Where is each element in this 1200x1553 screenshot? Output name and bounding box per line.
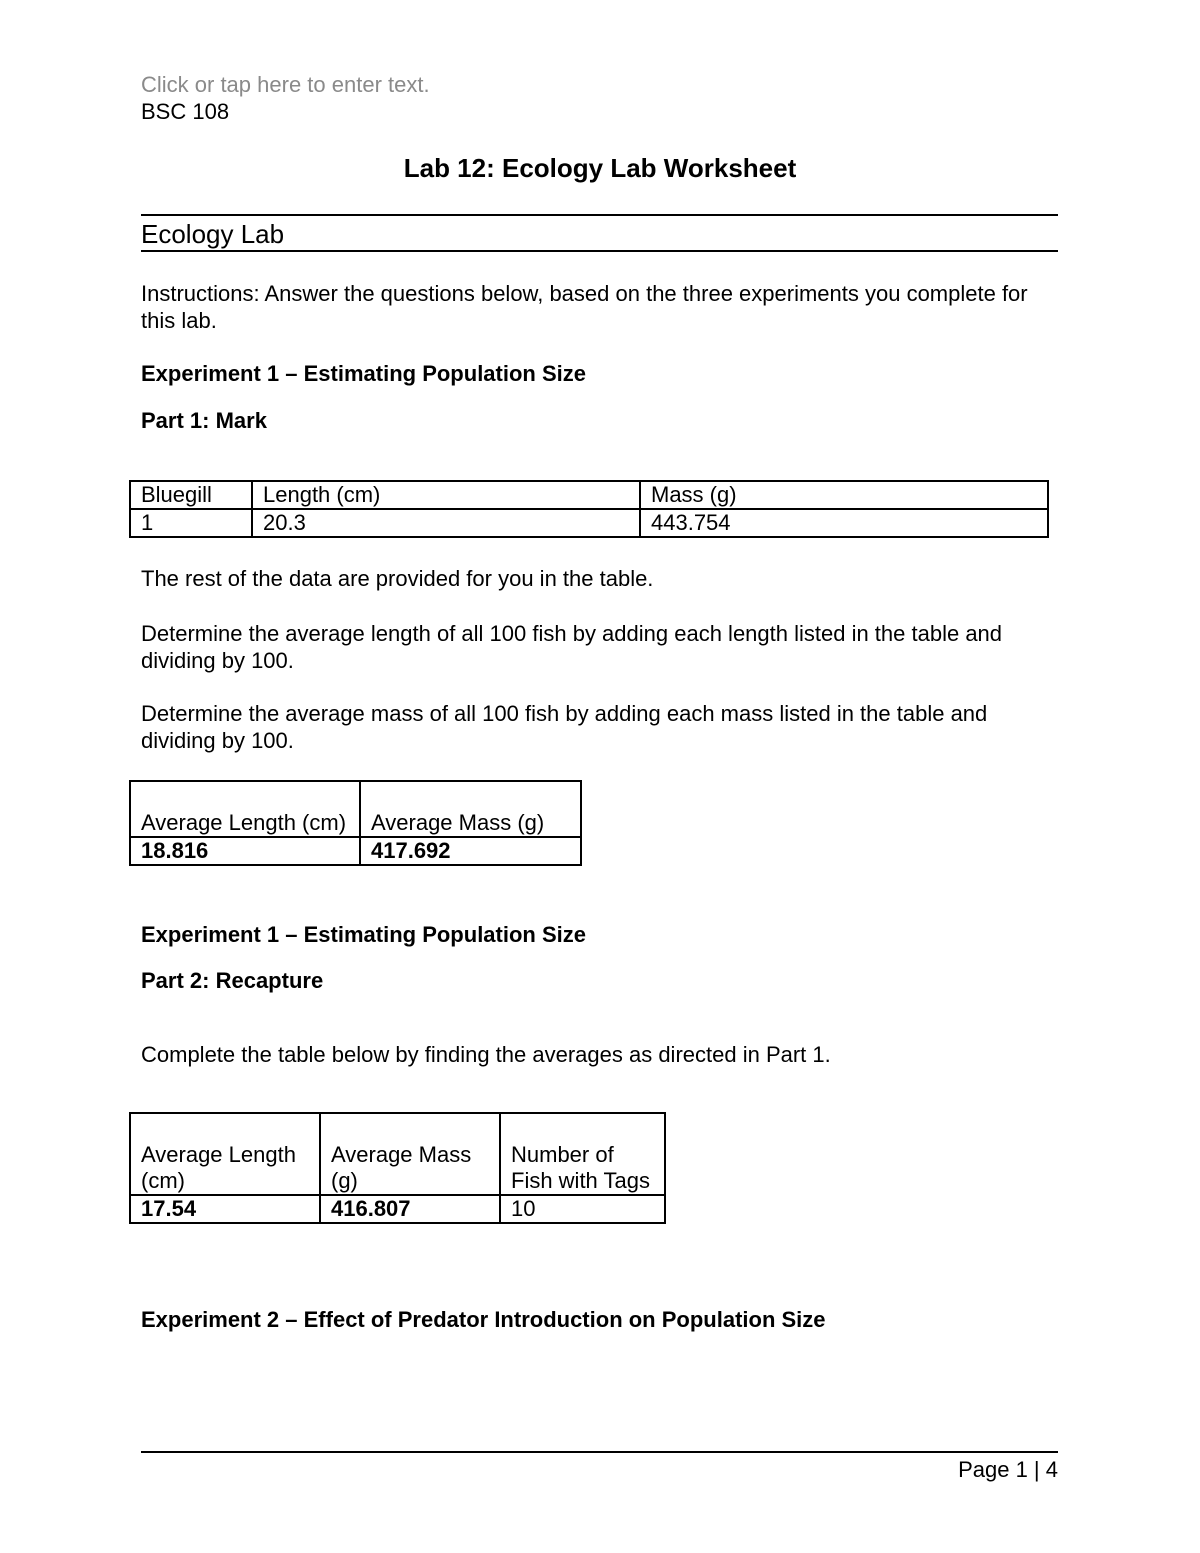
table-cell: 443.754 xyxy=(640,509,1048,537)
instr-average-length: Determine the average length of all 100 fish by adding each length listed in the table and dividing by 100. xyxy=(141,621,1003,673)
course-code: BSC 108 xyxy=(141,99,230,124)
table-cell: 10 xyxy=(500,1195,665,1223)
page-title: Lab 12: Ecology Lab Worksheet xyxy=(403,153,797,183)
exp1-part2-heading: Part 2: Recapture xyxy=(141,968,324,993)
table-cell: 416.807 xyxy=(320,1195,500,1223)
table-header-row xyxy=(130,1113,665,1195)
exp1-heading-repeat: Experiment 1 – Estimating Population Size xyxy=(141,922,586,947)
table-cell: 1 xyxy=(130,509,252,537)
data-note: The rest of the data are provided for you in the table. xyxy=(141,566,654,591)
table-header-cell: Average Mass (g) xyxy=(360,781,581,837)
section-rule-bottom xyxy=(141,250,1058,252)
table-header-cell: Average Length (cm) xyxy=(130,781,360,837)
average-table xyxy=(129,780,582,866)
table-header-cell: Number of Fish with Tags xyxy=(500,1113,665,1195)
instructions: Instructions: Answer the questions below, based on the three experiments you complete for this lab. xyxy=(141,281,1028,333)
enter-text-placeholder[interactable]: Click or tap here to enter text. xyxy=(141,72,430,97)
footer-rule xyxy=(141,1451,1058,1453)
table-header-cell: Bluegill xyxy=(130,481,252,509)
table-row xyxy=(130,509,1048,537)
mark-table xyxy=(129,480,1049,538)
exp2-heading: Experiment 2 – Effect of Predator Introduction on Population Size xyxy=(141,1307,826,1332)
table-row xyxy=(130,837,581,865)
table-header-cell: Average Mass (g) xyxy=(320,1113,500,1195)
table-header-cell: Average Length (cm) xyxy=(130,1113,320,1195)
table-cell: 417.692 xyxy=(360,837,581,865)
table-header-cell: Length (cm) xyxy=(252,481,640,509)
section-rule-top xyxy=(141,214,1058,216)
recapture-table xyxy=(129,1112,666,1224)
section-title: Ecology Lab xyxy=(141,219,285,249)
page-number: Page 1 | 4 xyxy=(958,1457,1058,1482)
exp1-part1-heading: Part 1: Mark xyxy=(141,408,267,433)
table-header-row xyxy=(130,481,1048,509)
table-cell: 17.54 xyxy=(130,1195,320,1223)
exp1-heading: Experiment 1 – Estimating Population Size xyxy=(141,361,586,386)
table-header-cell: Mass (g) xyxy=(640,481,1048,509)
part2-instruction: Complete the table below by finding the averages as directed in Part 1. xyxy=(141,1042,831,1067)
table-header-row xyxy=(130,781,581,837)
table-cell: 18.816 xyxy=(130,837,360,865)
instr-average-mass: Determine the average mass of all 100 fish by adding each mass listed in the table and dividing by 100. xyxy=(141,701,988,753)
table-cell: 20.3 xyxy=(252,509,640,537)
table-row xyxy=(130,1195,665,1223)
